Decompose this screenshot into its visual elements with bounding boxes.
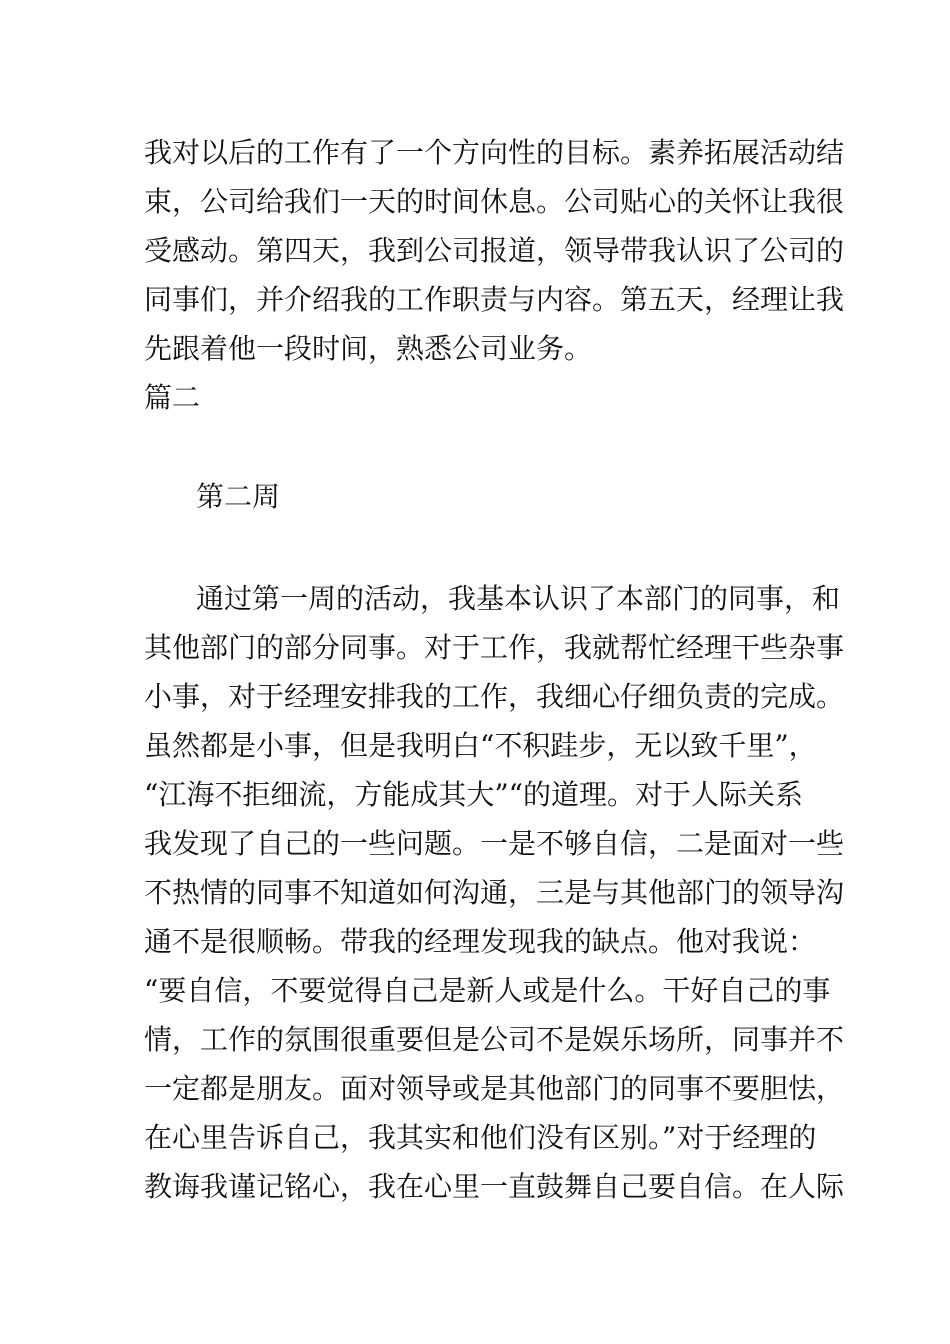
text-line: 一定都是朋友。面对领导或是其他部门的同事不要胆怯， bbox=[144, 1072, 845, 1105]
text-line: 受感动。第四天，我到公司报道，领导带我认识了公司的 bbox=[144, 234, 845, 267]
section-title: 篇二 bbox=[144, 381, 201, 414]
text-line: 虽然都是小事，但是我明白“不积跬步，无以致千里”， bbox=[144, 729, 817, 762]
text-line: 情，工作的氛围很重要但是公司不是娱乐场所，同事并不 bbox=[144, 1023, 845, 1056]
text-line: 我发现了自己的一些问题。一是不够自信，二是面对一些 bbox=[144, 827, 845, 860]
text-line: 其他部门的部分同事。对于工作，我就帮忙经理干些杂事 bbox=[144, 631, 845, 664]
text-line: 通不是很顺畅。带我的经理发现我的缺点。他对我说： bbox=[144, 925, 817, 958]
text-line: 不热情的同事不知道如何沟通，三是与其他部门的领导沟 bbox=[144, 876, 845, 909]
text-line: 小事，对于经理安排我的工作，我细心仔细负责的完成。 bbox=[144, 680, 845, 713]
text-line: “要自信，不要觉得自己是新人或是什么。干好自己的事 bbox=[144, 974, 831, 1007]
text-line: 教诲我谨记铭心，我在心里一直鼓舞自己要自信。在人际 bbox=[144, 1170, 845, 1203]
text-line: 通过第一周的活动，我基本认识了本部门的同事，和 bbox=[196, 582, 841, 615]
text-line: 先跟着他一段时间，熟悉公司业务。 bbox=[144, 332, 593, 365]
text-line: 同事们，并介绍我的工作职责与内容。第五天，经理让我 bbox=[144, 283, 845, 316]
text-line: 我对以后的工作有了一个方向性的目标。素养拓展活动结 bbox=[144, 136, 845, 169]
text-line: “江海不拒细流，方能成其大”“的道理。对于人际关系 bbox=[144, 778, 803, 811]
text-line: 束，公司给我们一天的时间休息。公司贴心的关怀让我很 bbox=[144, 185, 845, 218]
week-title: 第二周 bbox=[196, 480, 281, 513]
text-line: 在心里告诉自己，我其实和他们没有区别。”对于经理的 bbox=[144, 1121, 817, 1154]
